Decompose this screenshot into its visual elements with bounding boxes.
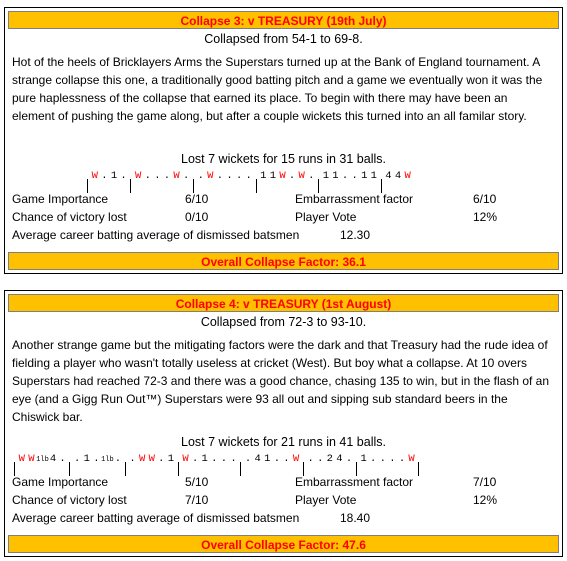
- embarrassment-value: 7/10: [473, 475, 497, 489]
- wicket-ball: W: [135, 170, 142, 182]
- ball: .: [154, 170, 161, 182]
- ball: 1: [83, 453, 90, 465]
- ball: 1: [264, 453, 271, 465]
- collapse-story: Another strange game but the mitigating factors were the dark and that Treasury had the rude idea of fielding a player who wasn't totally useless at cricket (West). But boy what a collapse. At 10 overs Superstars had reached 72-3 and there was a good chance, chasing 135 to win, but in the flash of an eye (and a Gigg Run Out™) Superstars were 93 all out and sipping sub standard beers in the Chiswick bar.: [12, 338, 550, 424]
- ball: .: [211, 453, 218, 465]
- wicket-ball: W: [408, 453, 415, 465]
- ball: 4: [394, 170, 402, 182]
- collapse-summary: Lost 7 wickets for 21 runs in 41 balls.: [181, 435, 386, 449]
- ball: .: [307, 453, 314, 465]
- ball: 1: [322, 170, 330, 182]
- collapse-factor: Overall Collapse Factor: 36.1: [8, 252, 559, 270]
- wicket-ball: W: [18, 453, 25, 465]
- ball: .: [120, 170, 127, 182]
- chance-lost-value: 7/10: [185, 493, 209, 507]
- wicket-ball: W: [182, 453, 189, 465]
- ball: .: [245, 170, 252, 182]
- ball: 4: [254, 453, 261, 465]
- ball: 1: [370, 170, 377, 182]
- ball-sequence: [85, 168, 412, 184]
- embarrassment-value: 6/10: [473, 192, 497, 206]
- ball: .: [197, 170, 204, 182]
- ball: .: [226, 170, 233, 182]
- collapse-summary: Lost 7 wickets for 15 runs in 31 balls.: [181, 152, 386, 166]
- ball: .: [235, 170, 243, 182]
- ball: .: [220, 453, 228, 465]
- player-vote-label: Player Vote: [295, 210, 357, 224]
- ball: .: [144, 170, 151, 182]
- wicket-ball: W: [279, 170, 286, 182]
- collapse-title: Collapse 4: v TREASURY (1st August): [8, 294, 559, 312]
- batting-average-label: Average career batting average of dismissed batsmen: [12, 511, 300, 525]
- chance-lost-label: Chance of victory lost: [12, 210, 127, 224]
- player-vote-label: Player Vote: [295, 493, 357, 507]
- ball: 4: [385, 170, 392, 182]
- wicket-ball: W: [207, 170, 214, 182]
- ball: .: [163, 170, 171, 182]
- ball: .: [216, 170, 224, 182]
- batting-average-value: 18.40: [340, 511, 371, 525]
- ball: 4: [49, 453, 57, 465]
- ball: .: [317, 453, 324, 465]
- ball: .: [345, 453, 353, 465]
- wicket-ball: W: [138, 453, 146, 465]
- ball: 1: [360, 453, 367, 465]
- ball: .: [244, 453, 252, 465]
- wicket-ball: W: [91, 170, 98, 182]
- ball: .: [129, 453, 136, 465]
- ball: 1: [110, 170, 118, 182]
- ball: .: [283, 453, 290, 465]
- collapse-card: [4, 290, 563, 557]
- ball: .: [308, 170, 315, 182]
- ball: .: [288, 170, 296, 182]
- ball: 1lb: [101, 456, 114, 464]
- ball: 4: [336, 453, 343, 465]
- game-importance-value: 6/10: [185, 192, 209, 206]
- ball: .: [389, 453, 396, 465]
- ball-sequence: [12, 451, 421, 467]
- ball: .: [59, 453, 66, 465]
- embarrassment-label: Embarrassment factor: [295, 475, 414, 489]
- collapse-factor: Overall Collapse Factor: 47.6: [8, 535, 559, 553]
- ball: 1: [167, 453, 175, 465]
- ball: .: [351, 170, 358, 182]
- ball: .: [191, 453, 199, 465]
- ball: .: [379, 453, 386, 465]
- ball: .: [230, 453, 237, 465]
- chance-lost-label: Chance of victory lost: [12, 493, 127, 507]
- wicket-ball: W: [148, 453, 155, 465]
- embarrassment-label: Embarrassment factor: [295, 192, 414, 206]
- collapse-story: Hot of the heels of Bricklayers Arms the Superstars turned up at the Bank of England tournament. A strange collapse this one, a traditionally good batting pitch and a game we eventually won it was the pure haplessness of the collapse that earned its place. To begin with there may have been an element of pushing the game along, but after a couple wickets this turned into an all familar story.: [12, 55, 543, 123]
- wicket-ball: W: [298, 170, 305, 182]
- wicket-ball: W: [404, 170, 411, 182]
- ball: .: [114, 453, 122, 465]
- ball: 1: [332, 170, 339, 182]
- wicket-ball: W: [28, 453, 35, 465]
- ball: .: [370, 453, 377, 465]
- collapse-title: Collapse 3: v TREASURY (19th July): [8, 11, 559, 29]
- ball: 1: [201, 453, 208, 465]
- batting-average-label: Average career batting average of dismissed batsmen: [12, 228, 300, 242]
- collapse-subtitle: Collapsed from 54-1 to 69-8.: [204, 32, 363, 46]
- ball: 1: [269, 170, 277, 182]
- ball: 1: [361, 170, 368, 182]
- game-importance-label: Game Importance: [12, 475, 109, 489]
- ball: 2: [326, 453, 333, 465]
- chance-lost-value: 0/10: [185, 210, 209, 224]
- player-vote-value: 12%: [473, 210, 498, 224]
- ball: 1lb: [36, 456, 49, 464]
- game-importance-value: 5/10: [185, 475, 209, 489]
- game-importance-label: Game Importance: [12, 192, 109, 206]
- wicket-ball: W: [173, 170, 180, 182]
- collapse-card: [4, 7, 563, 274]
- collapse-subtitle: Collapsed from 72-3 to 93-10.: [200, 315, 367, 329]
- ball: .: [158, 453, 165, 465]
- wicket-ball: W: [292, 453, 300, 465]
- ball: .: [93, 453, 100, 465]
- batting-average-value: 12.30: [340, 228, 371, 242]
- ball: .: [182, 170, 190, 182]
- ball: 1: [260, 170, 267, 182]
- ball: .: [101, 170, 108, 182]
- ball: .: [341, 170, 349, 182]
- player-vote-value: 12%: [473, 493, 498, 507]
- ball: .: [273, 453, 281, 465]
- ball: .: [398, 453, 406, 465]
- ball: .: [74, 453, 81, 465]
